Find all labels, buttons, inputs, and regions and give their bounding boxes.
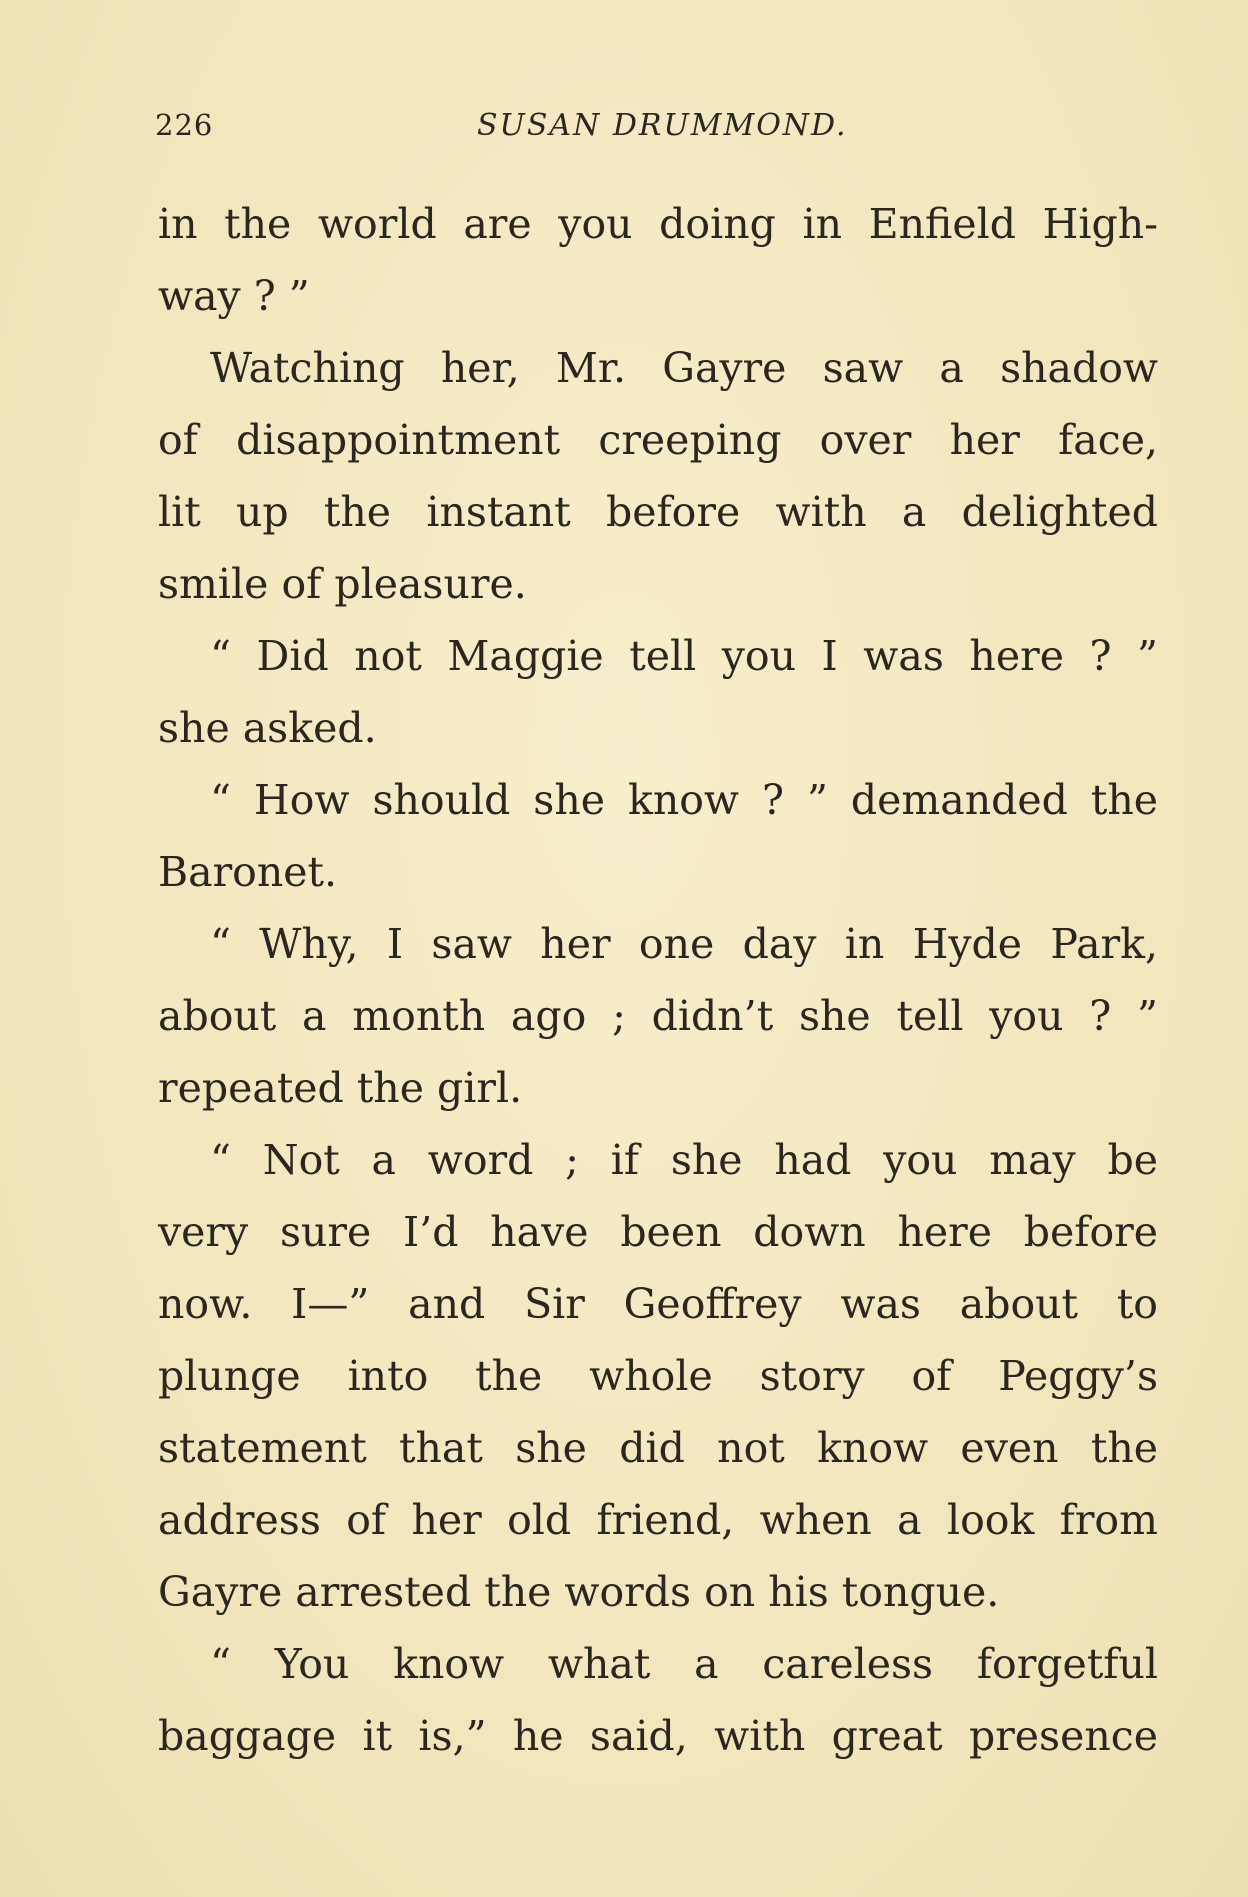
text-line: repeated the girl. [158,1064,523,1112]
running-title: SUSAN DRUMMOND. [477,108,848,143]
running-head [155,108,1055,148]
text-line: smile of pleasure. [158,560,527,608]
text-line: address of her old friend, when a look from [158,1496,1158,1544]
text-line: of disappointment creeping over her face, [158,416,1158,464]
text-line: baggage it is,” he said, with great presence [158,1712,1158,1760]
text-line: “ Why, I saw her one day in Hyde Park, [210,920,1158,968]
text-line: way ? ” [158,272,310,320]
body-text [158,188,1158,1772]
page-number: 226 [155,108,214,142]
text-line: “ Did not Maggie tell you I was here ? ” [210,632,1158,680]
text-line: lit up the instant before with a delighted [158,488,1158,536]
text-line: “ Not a word ; if she had you may be [210,1136,1158,1184]
text-line: “ You know what a careless forgetful [210,1640,1158,1688]
text-line: now. I—” and Sir Geoffrey was about to [158,1280,1158,1328]
text-line: “ How should she know ? ” demanded the [210,776,1158,824]
text-line: Watching her, Mr. Gayre saw a shadow [210,344,1158,392]
text-line: very sure I’d have been down here before [158,1208,1158,1256]
text-line: Baronet. [158,848,338,896]
text-line: Gayre arrested the words on his tongue. [158,1568,1000,1616]
text-line: statement that she did not know even the [158,1424,1158,1472]
text-line: in the world are you doing in Enfield High- [158,200,1158,248]
text-line: she asked. [158,704,377,752]
text-line: about a month ago ; didn’t she tell you ? ” [158,992,1158,1040]
text-line: plunge into the whole story of Peggy’s [158,1352,1158,1400]
